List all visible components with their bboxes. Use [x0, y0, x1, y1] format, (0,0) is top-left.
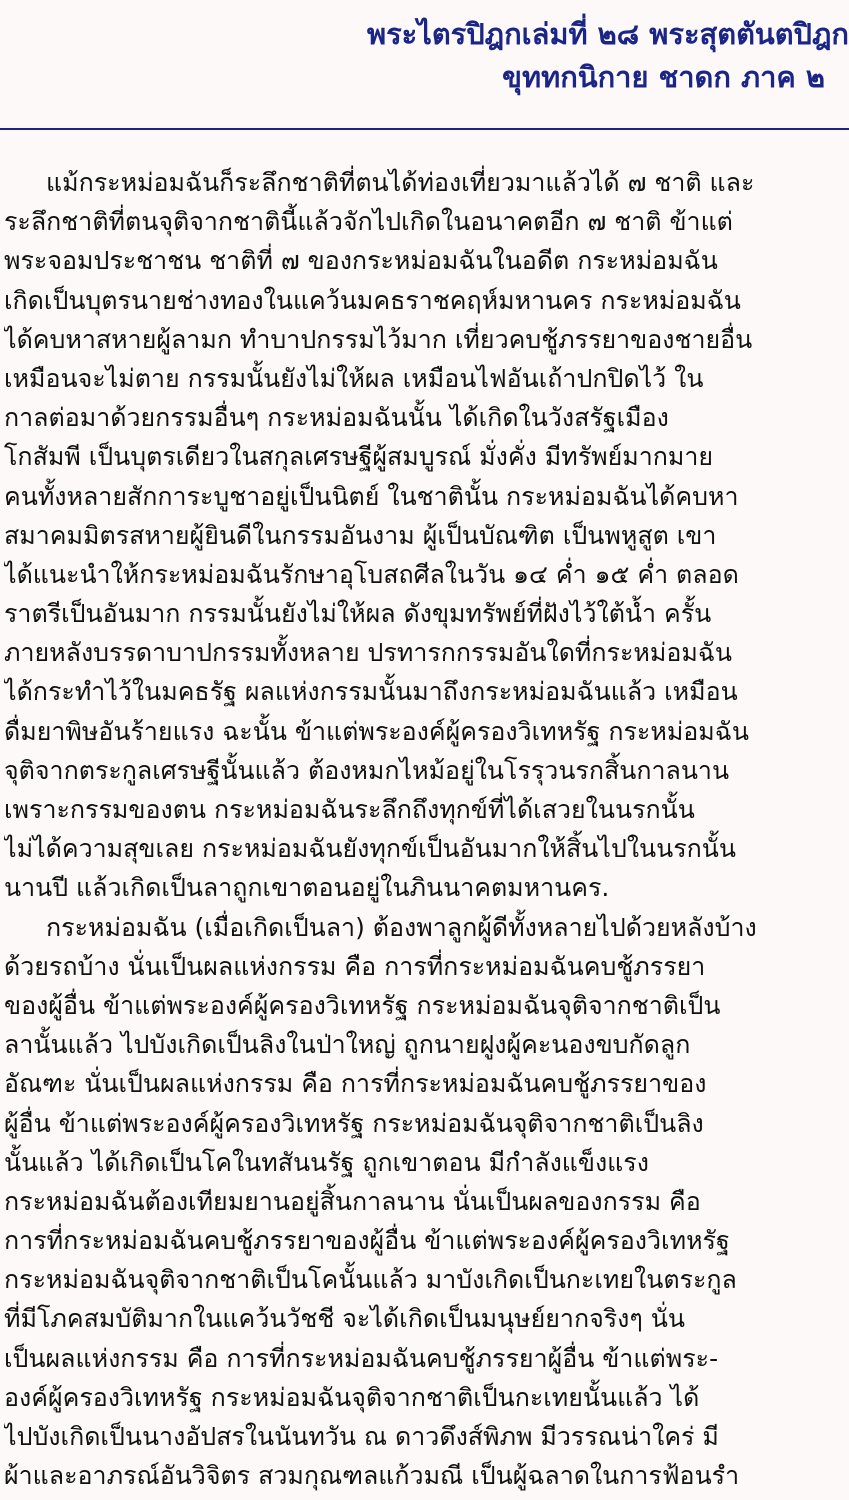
- text-line: ที่มีโภคสมบัติมากในแคว้นวัชชี จะได้เกิดเป็นมนุษย์ยากจริงๆ นั่น: [4, 1304, 685, 1334]
- scripture-text: [4, 163, 849, 1495]
- text-line: แม้กระหม่อมฉันก็ระลึกชาติที่ตนได้ท่องเที่ยวมาแล้วได้ ๗ ชาติ และ: [46, 168, 755, 197]
- text-line: เป็นผลแห่งกรรม คือ การที่กระหม่อมฉันคบชู้ภรรยาผู้อื่น ข้าแต่พระ-: [4, 1343, 719, 1373]
- text-line: ด้วยรถบ้าง นั่นเป็นผลแห่งกรรม คือ การที่กระหม่อมฉันคบชู้ภรรยา: [4, 951, 706, 981]
- text-line: ได้กระทำไว้ในมคธรัฐ ผลแห่งกรรมนั้นมาถึงกระหม่อมฉันแล้ว เหมือน: [4, 677, 738, 707]
- text-line: กาลต่อมาด้วยกรรมอื่นๆ กระหม่อมฉันนั้น ได้เกิดในวังสรัฐเมือง: [4, 403, 669, 433]
- text-line: องค์ผู้ครองวิเทหรัฐ กระหม่อมฉันจุติจากชาติเป็นกะเทยนั้นแล้ว ได้: [4, 1382, 700, 1412]
- page-header: [0, 0, 849, 131]
- book-title: พระไตรปิฎกเล่มที่ ๒๘ พระสุตตันตปิฎก: [366, 17, 849, 51]
- header-divider: [0, 128, 849, 130]
- text-line: ไม่ได้ความสุขเลย กระหม่อมฉันยังทุกข์เป็นอันมากให้สิ้นไปในนรกนั้น: [4, 834, 736, 864]
- text-line: ได้แนะนำให้กระหม่อมฉันรักษาอุโบสถศีลในวัน ๑๔ ค่ำ ๑๕ ค่ำ ตลอด: [4, 559, 739, 589]
- text-line: เหมือนจะไม่ตาย กรรมนั้นยังไม่ให้ผล เหมือนไฟอันเถ้าปกปิดไว้ ใน: [4, 363, 704, 393]
- text-line: ระลึกชาติที่ตนจุติจากชาตินี้แล้วจักไปเกิดในอนาคตอีก ๗ ชาติ ข้าแต่: [4, 207, 733, 237]
- text-line: กระหม่อมฉันจุติจากชาติเป็นโคนั้นแล้ว มาบังเกิดเป็นกะเทยในตระกูล: [4, 1265, 737, 1295]
- text-line: เกิดเป็นบุตรนายช่างทองในแคว้นมคธราชคฤห์มหานคร กระหม่อมฉัน: [4, 285, 741, 315]
- text-line: จุติจากตระกูลเศรษฐีนั้นแล้ว ต้องหมกไหม้อยู่ในโรรุวนรกสิ้นกาลนาน: [4, 755, 730, 785]
- text-line: สมาคมมิตรสหายผู้ยินดีในกรรมอันงาม ผู้เป็นบัณฑิต เป็นพหูสูต เขา: [4, 520, 717, 550]
- text-line: กระหม่อมฉัน (เมื่อเกิดเป็นลา) ต้องพาลูกผู้ดีทั้งหลายไปด้วยหลังบ้าง: [46, 912, 757, 942]
- text-line: ผู้อื่น ข้าแต่พระองค์ผู้ครองวิเทหรัฐ กระหม่อมฉันจุติจากชาติเป็นลิง: [4, 1108, 704, 1138]
- text-line: นั้นแล้ว ได้เกิดเป็นโคในทสันนรัฐ ถูกเขาตอน มีกำลังแข็งแรง: [4, 1147, 649, 1177]
- text-line: เพราะกรรมของตน กระหม่อมฉันระลึกถึงทุกข์ที่ได้เสวยในนรกนั้น: [4, 795, 695, 824]
- text-line: การที่กระหม่อมฉันคบชู้ภรรยาของผู้อื่น ข้าแต่พระองค์ผู้ครองวิเทหรัฐ: [4, 1226, 730, 1256]
- text-line: อัณฑะ นั่นเป็นผลแห่งกรรม คือ การที่กระหม่อมฉันคบชู้ภรรยาของ: [4, 1069, 707, 1099]
- text-line: ไปบังเกิดเป็นนางอัปสรในนันทวัน ณ ดาวดึงส์พิภพ มีวรรณน่าใคร่ มี: [4, 1422, 719, 1451]
- text-line: นานปี แล้วเกิดเป็นลาถูกเขาตอนอยู่ในภินนาคตมหานคร.: [4, 873, 610, 903]
- text-line: ได้คบหาสหายผู้ลามก ทำบาปกรรมไว้มาก เที่ยวคบชู้ภรรยาของชายอื่น: [4, 324, 753, 354]
- text-line: ราตรีเป็นอันมาก กรรมนั้นยังไม่ให้ผล ดังขุมทรัพย์ที่ฝังไว้ใต้น้ำ ครั้น: [4, 599, 712, 629]
- text-line: โกสัมพี เป็นบุตรเดียวในสกุลเศรษฐีผู้สมบูรณ์ มั่งคั่ง มีทรัพย์มากมาย: [4, 442, 714, 472]
- text-line: กระหม่อมฉันต้องเทียมยานอยู่สิ้นกาลนาน นั่นเป็นผลของกรรม คือ: [4, 1186, 701, 1216]
- text-line: ผ้าและอาภรณ์อันวิจิตร สวมกุณฑลแก้วมณี เป็นผู้ฉลาดในการฟ้อนรำ: [4, 1461, 740, 1491]
- text-line: พระจอมประชาชน ชาติที่ ๗ ของกระหม่อมฉันในอดีต กระหม่อมฉัน: [4, 246, 718, 276]
- text-line: ดื่มยาพิษอันร้ายแรง ฉะนั้น ข้าแต่พระองค์ผู้ครองวิเทหรัฐ กระหม่อมฉัน: [4, 716, 749, 746]
- text-line: ภายหลังบรรดาบาปกรรมทั้งหลาย ปรทารกกรรมอันใดที่กระหม่อมฉัน: [4, 638, 732, 668]
- text-line: คนทั้งหลายสักการะบูชาอยู่เป็นนิตย์ ในชาตินั้น กระหม่อมฉันได้คบหา: [4, 481, 739, 511]
- text-line: ของผู้อื่น ข้าแต่พระองค์ผู้ครองวิเทหรัฐ กระหม่อมฉันจุติจากชาติเป็น: [4, 990, 721, 1020]
- book-subtitle: ขุททกนิกาย ชาดก ภาค ๒: [502, 60, 825, 94]
- text-line: ลานั้นแล้ว ไปบังเกิดเป็นลิงในป่าใหญ่ ถูกนายฝูงผู้คะนองขบกัดลูก: [4, 1030, 691, 1060]
